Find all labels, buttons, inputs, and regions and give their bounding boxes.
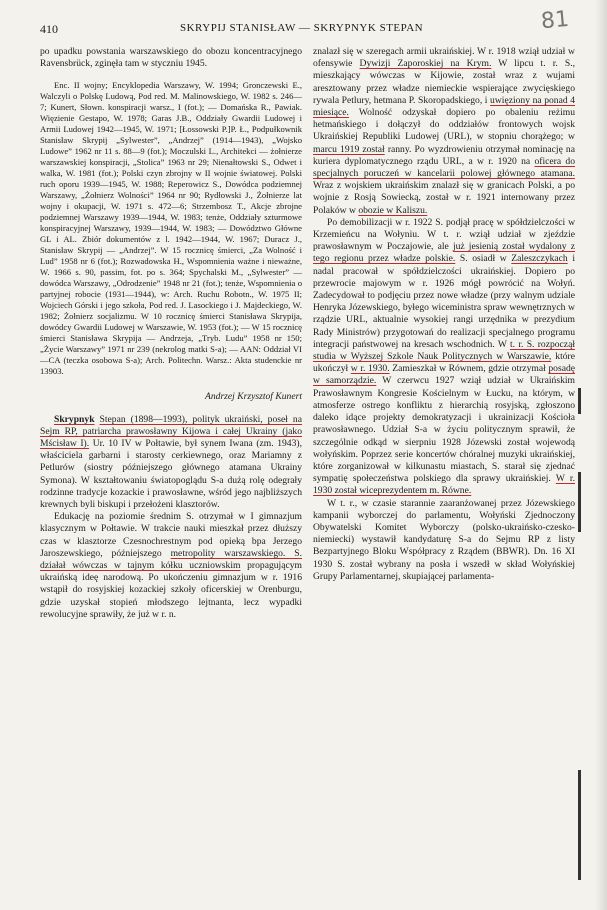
page-binding-shadow — [595, 0, 607, 910]
margin-line — [578, 472, 581, 532]
margin-line — [578, 388, 581, 414]
right-column — [313, 46, 575, 583]
underlined-phrase: metropolity warszawskiego. S. działał wówczas w tajnym kółku uczniowskim — [40, 547, 302, 572]
right-paragraph-1 — [313, 46, 575, 217]
left-column — [40, 46, 302, 621]
underlined-phrase: uwięziony na ponad 4 miesiące. — [313, 94, 575, 119]
paragraph-text: które ukończył — [313, 351, 575, 375]
underlined-phrase: Stepan (1898—1993), polityk ukraiński, poseł na Sejm RP, patriarcha prawosławny Kijowa i całej Ukrainy (jako Mścisław I). — [40, 413, 302, 450]
underlined-phrase: posadę w samorządzie. — [313, 363, 576, 387]
bibliography: Enc. II wojny; Encyklopedia Warszawy, W. 1994; Gronczewski E., Walczyli o Polskę Ludową, Pod red. M. Malinowskiego, W. 1982 s. 246—7; Kunert, Słown. konspiracji warsz., I (fot.); — Domańska R., Pawiak. Więzienie Gestapo, W. 1978; Garas J.B., Oddziały Gwardii Ludowej i Armii Ludowej 1942—1945, W. 1971; [Łossowski P.]P. Ł., Podpułkownik Stanisław Skrypij „Sylwester”, „Andrzej” (1914—1943), „Wojsko Ludowe” 1962 nr 11 s. 88—9 (fot.); Moczulski L., Architekci — żołnierze warszawskiej konspiracji, „Stolica” 1963 nr 29; Nienałtowski S., Odwet i walka, W. 1981 (fot.); Polski czyn zbrojny w II wojnie światowej. Polski ruch oporu 1939—1945, W. 1988; Reperowicz S., Dowódca podziemnej Warszawy, „Żołnierz Wolności” 1964 nr 90; Rydłowski J., Żołnierze lat wojny i okupacji, W. 1971 s. 472—6; Strzembosz T., Akcje zbrojne podziemnej Warszawy 1939—1944, W. 1983; tenże, Oddziały szturmowe konspiracyjnej Warszawy, 1939—1944, W. 1983; — Dowództwo Główne GL i AL. Zbiór dokumentów z l. 1942—1944, W. 1967; Duracz J., Stanisław Skrypij — „Andrzej”. W 15 rocznicę śmierci, „Za Wolność i Lud” 1958 nr 6 (fot.); Rozwadowska H., Wspomnienia ważne i nieważne, W. 1966 s. 90, passim, fot. po s. 364; Spychalski M., „Sylwester” — dowódca Warszawy, „Odrodzenie” 1948 nr 21 (fot.); tenże, Wspomnienia o partyjnej robocie (1931—1944), w: Arch. Ruchu Robotn., W. 1975 II; Wojciech Górski i jego szkoła, Pod red. J. Lasockiego i J. Majdeckiego, W. 1982; Żołnierz socjalizmu. W 10 rocznicę śmierci Stanisława Skrypija, dowódcy Gwardii Ludowej w Warszawie, W. 1953 (fot.); — W 15 rocznicę śmierci Stanisława Skrypija — Andrzeja, „Tryb. Ludu” 1958 nr 150; „Życie Warszawy” 1971 nr 239 (nekrolog matki S-a); — AAN: Oddział VI—CA (teczka osobowa S-a); Arch. Politechn. Warsz.: Akta studenckie nr 13903. — [40, 80, 302, 377]
paragraph-text: Ur. 10 IV w Połtawie, był synem Iwana (zm. 1943), właściciela garbarni i starosty cerkiewnego, oraz Mariamny z Petlurów (siostry późniejszego głównego atamana Ukrainy Symona). W kształtowaniu światopoglądu S-a dużą rolę odegrały rodzinne tradycje kozackie i prawosławne, wśród jego najbliższych krewnych byli biskupi i przełożeni klasztorów. — [40, 438, 302, 511]
paragraph-text: i nadal pracował w spółdzielczości ukraińskiej. Dopiero po przewrocie majowym w r. 1926 mógł powrócić na Wołyń. Zadecydował to podjęciu przez nowe władze (przy walnym udziale Henryka Józewskiego, byłego wiceministra spraw wewnętrznych w rządzie URL, aktualnie wysokiej rangi urzędnika w prezydium Rady Ministrów) przygotowań do realizacji specjalnego programu integracji państwowej na kresach wschodnich. W — [313, 253, 576, 350]
margin-line — [578, 770, 581, 880]
entry-paragraph-1 — [40, 414, 302, 512]
paragraph-text: propagującym ukraińską ideę narodową. Po ukończeniu gimnazjum w r. 1916 wstąpił do rosyjskiej kozackiej szkoły oficerskiej w Orenburgu, gdzie uzyskał stopień młodszego lejtnanta, lecz wypadki rewolucyjne sprawiły, że już w r. n. — [40, 560, 302, 620]
page-header — [40, 6, 577, 40]
paragraph-text: znalazł się w szeregach armii ukraińskiej. W r. 1918 wziął udział w ofensywie — [313, 46, 575, 70]
running-head: SKRYPIJ STANISŁAW — SKRYPNYK STEPAN — [180, 22, 424, 34]
underlined-phrase: Dywizji Zaporoskiej na Krym. — [359, 58, 492, 70]
underlined-phrase: Zaleszczykach — [511, 253, 568, 265]
underlined-phrase: już jesienią został wydalony z tego regionu przez władze polskie. — [313, 241, 576, 265]
entry-paragraph-2 — [40, 511, 302, 621]
paragraph-text: W lipcu t. r. S., mieszkający wówczas w Kijowie, został wraz z wujami aresztowany przez władze niemieckie wspierające zwycięskiego rywala Petlury, hetmana P. Skoropadskiego, i — [313, 58, 575, 106]
underlined-phrase: obozie w Kaliszu. — [358, 204, 428, 216]
intro-paragraph: po upadku powstania warszawskiego do obozu koncentracyjnego Ravensbrück, zginęła tam w styczniu 1945. — [40, 46, 302, 70]
page-number: 410 — [40, 22, 58, 36]
paragraph-text: Po demobilizacji w r. 1922 S. podjął pracę w spółdzielczości w Krzemieńcu na Wołyniu. W t. r. wziął udział w zjeździe prawosławnym w Poczajowie, ale — [313, 216, 575, 253]
underlined-phrase: marcu 1919 został — [313, 143, 385, 155]
right-paragraph-3: W t. r., w czasie starannie zaaranżowanej przez Józewskiego kampanii wyborczej do parlamentu, Wołyński Zjednoczony Obywatelski Komitet Wyborczy (polsko-ukraińsko-czesko-niemiecki) wystawił kandydaturę S-a do Sejmu RP z listy Bezpartyjnego Bloku Współpracy z Rządem (BBWR). Dn. 16 XI 1930 S. został wybrany na posła i wszedł w skład Wołyńskiej Grupy Parlamentarnej, skupiającej parlamenta- — [313, 497, 575, 582]
underlined-phrase: t. r. S. rozpoczął studia w Wyższej Szkole Nauk Politycznych w Warszawie, — [313, 338, 575, 363]
handwritten-page-number: 81 — [539, 6, 571, 35]
right-paragraph-2 — [313, 217, 575, 498]
paragraph-text: Wolność odzyskał dopiero po obaleniu reżimu hetmańskiego i dołączył do oddziałów frontowych wojsk Ukraińskiej Republiki Ludowej (URL), w stopniu chorążego; w — [313, 107, 575, 143]
paragraph-text: Edukację na poziomie średnim S. otrzymał w I gimnazjum klasycznym w Połtawie. W trakcie nauki mieszkał przez dłuższy czas w klasztorze Czesnochrestnym pod opieką bpa Jerzego Jaroszewskiego, późniejszego — [40, 511, 302, 559]
entry-headword: Skrypnyk — [54, 413, 95, 425]
paragraph-text: S. osiadł w — [459, 253, 507, 265]
paragraph-text: W czerwcu 1927 wziął udział w Ukraińskim Prawosławnym Kongresie Kościelnym w Łucku, na którym, w atmosferze ostrego konfliktu z hierarchią rosyjską, zgłoszono daleko idące projekty demokratyzacji i ukrainizacji Kościoła prawosławnego. Udział S-a w życiu politycznym sprawił, że szczególnie odkąd w sierpniu 1928 Józewski został wojewodą wołyńskim. Poprzez serie koncertów chóralnej muzyki ukraińskiej, które zorganizował w kilkunastu miastach, S. starał się zjednać sympatię społeczeństwa polskiego dla sprawy ukraińskiej. — [313, 375, 576, 485]
underlined-phrase: W r. 1930 został wiceprezydentem m. Równe. — [313, 473, 575, 497]
paragraph-text: Wraz z wojskiem ukraińskim znalazł się w granicach Polski, a po wojnie z Rosją Sowiecką, został w r. 1921 internowany przez Polaków w — [313, 180, 575, 216]
underlined-phrase: w r. 1930. — [350, 363, 390, 375]
paragraph-text: Zamieszkał w Równem, gdzie otrzymał — [392, 363, 546, 375]
author-signature: Andrzej Krzysztof Kunert — [204, 391, 302, 403]
underlined-phrase: oficera do specjalnych poruczeń w kancelarii polowej głównego atamana. — [313, 155, 576, 180]
paragraph-text: ranny. Po wyzdrowieniu otrzymał nominację na kuriera dyplomatycznego rządu URL, a w r. 1920 na — [313, 143, 575, 167]
